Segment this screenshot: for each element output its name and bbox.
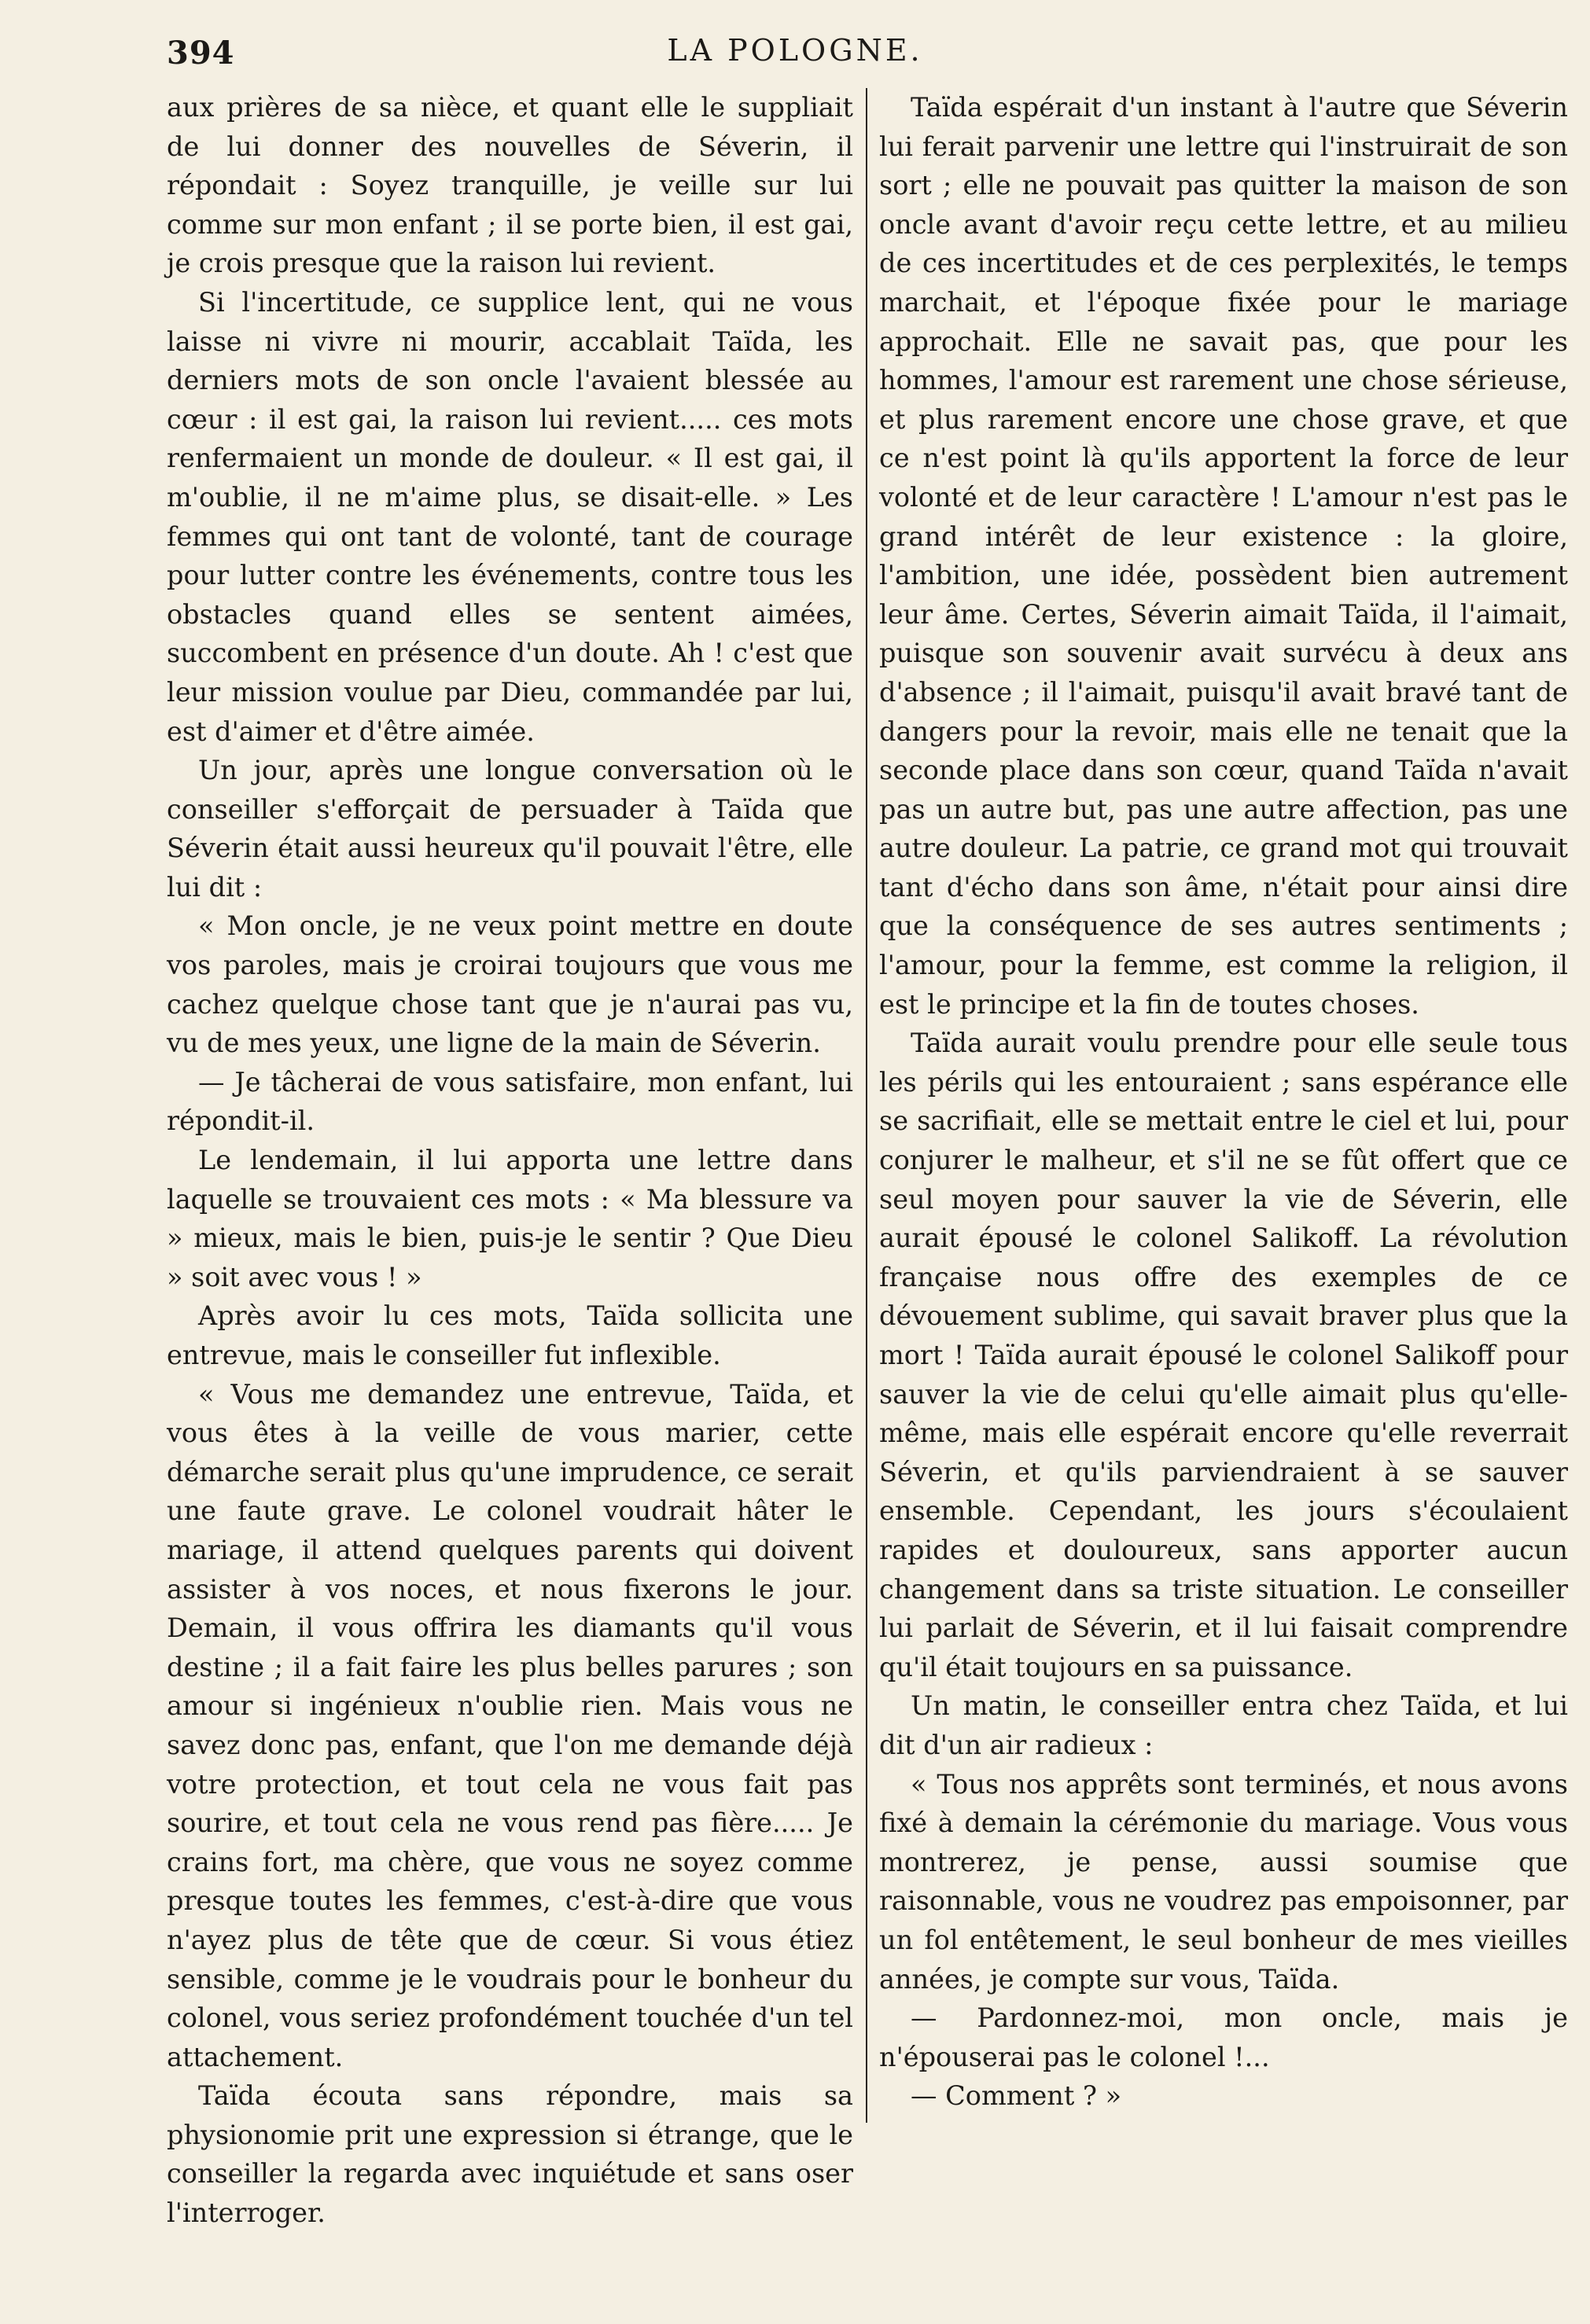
paragraph: « Vous me demandez une entrevue, Taïda, et vous êtes à la veille de vous marier, cette démarche serait plus qu'une imprudence, ce serait une faute grave. Le colonel voudrait hâter le mariage, il attend quelques parents qui doivent assister à vos noces, et nous fixerons le jour. Demain, il vous offrira les diamants qu'il vous destine ; il a fait faire les plus belles parures ; son amour si ingénieux n'oublie rien. Mais vous ne savez donc pas, enfant, que l'on me demande déjà votre protection, et tout cela ne vous fait pas sourire, et tout cela ne vous rend pas fière..... Je crains fort, ma chère, que vous ne soyez comme presque toutes les femmes, c'est-à-dire que vous n'ayez plus de tête que de cœur. Si vous étiez sensible, comme je le voudrais pour le bonheur du colonel, vous seriez profondément touchée d'un tel attachement. [167, 1378, 853, 2072]
paragraph: aux prières de sa nièce, et quant elle le suppliait de lui donner des nouvelles de Séverin, il répondait : Soyez tranquille, je veille sur lui comme sur mon enfant ; il se porte bien, il est gai, je crois presque que la raison lui revient. [167, 92, 853, 279]
paragraph: « Mon oncle, je ne veux point mettre en doute vos paroles, mais je croirai toujours que vous me cachez quelque chose tant que je n'aurai pas vu, vu de mes yeux, une ligne de la main de Séverin. [167, 910, 853, 1059]
paragraph: Le lendemain, il lui apporta une lettre dans laquelle se trouvaient ces mots : « Ma blessure va » mieux, mais le bien, puis-je le sentir ? Que Dieu » soit avec vous ! » [167, 1145, 853, 1293]
page-number: 394 [167, 35, 235, 72]
paragraph: Taïda espérait d'un instant à l'autre que Séverin lui ferait parvenir une lettre qui l'instruirait de son sort ; elle ne pouvait pas quitter la maison de son oncle avant d'avoir reçu cette lettre, et au milieu de ces incertitudes et de ces perplexités, le temps marchait, et l'époque fixée pour le mariage approchait. Elle ne savait pas, que pour les hommes, l'amour est rarement une chose sérieuse, et plus rarement encore une chose grave, et que ce n'est point là qu'ils apportent la force de leur volonté et de leur caractère ! L'amour n'est pas le grand intérêt de leur existence : la gloire, l'ambition, une idée, possèdent bien autrement leur âme. Certes, Séverin aimait Taïda, il l'aimait, puisque son souvenir avait survécu à deux ans d'absence ; il l'aimait, puisqu'il avait bravé tant de dangers pour la revoir, mais elle ne tenait que la seconde place dans son cœur, quand Taïda n'avait pas un autre but, pas une autre affection, pas une autre douleur. La patrie, ce grand mot qui trouvait tant d'écho dans son âme, n'était pour ainsi dire que la conséquence de ses autres sentiments ; l'amour, pour la femme, est comme la religion, il est le principe et la fin de toutes choses. [879, 92, 1568, 1020]
paragraph: Si l'incertitude, ce supplice lent, qui ne vous laisse ni vivre ni mourir, accablait Taïda, les derniers mots de son oncle l'avaient blessée au cœur : il est gai, la raison lui revient..... ces mots renfermaient un monde de douleur. « Il est gai, il m'oublie, il ne m'aime plus, se disait-elle. » Les femmes qui ont tant de volonté, tant de courage pour lutter contre les événements, contre tous les obstacles quand elles se sentent aimées, succombent en présence d'un doute. Ah ! c'est que leur mission voulue par Dieu, commandée par lui, est d'aimer et d'être aimée. [167, 286, 853, 747]
paragraph: Un jour, après une longue conversation où le conseiller s'efforçait de persuader à Taïda que Séverin était aussi heureux qu'il pouvait l'être, elle lui dit : [167, 755, 853, 903]
right-column [879, 88, 1568, 2116]
paragraph: Taïda aurait voulu prendre pour elle seule tous les périls qui les entouraient ; sans espérance elle se sacrifiait, elle se mettait entre le ciel et lui, pour conjurer le malheur, et s'il ne se fût offert que ce seul moyen pour sauver la vie de Séverin, elle aurait épousé le colonel Salikoff. La révolution française nous offre des exemples de ce dévouement sublime, qui savait braver plus que la mort ! Taïda aurait épousé le colonel Salikoff pour sauver la vie de celui qu'elle aimait plus qu'elle-même, mais elle espérait encore qu'elle reverrait Séverin, et qu'ils parviendraient à se sauver ensemble. Cependant, les jours s'écoulaient rapides et douloureux, sans apporter aucun changement dans sa triste situation. Le conseiller lui parlait de Séverin, et il lui faisait comprendre qu'il était toujours en sa puissance. [879, 1028, 1568, 1682]
column-rule [866, 88, 867, 2123]
running-title: LA POLOGNE. [667, 33, 923, 68]
paragraph: Après avoir lu ces mots, Taïda sollicita une entrevue, mais le conseiller fut inflexible. [167, 1300, 853, 1370]
paragraph: « Tous nos apprêts sont terminés, et nous avons fixé à demain la cérémonie du mariage. Vous vous montrerez, je pense, aussi soumise que raisonnable, vous ne voudrez pas empoisonner, par un fol entêtement, le seul bonheur de mes vieilles années, je compte sur vous, Taïda. [879, 1768, 1568, 1995]
left-column [167, 88, 853, 2233]
paragraph: Un matin, le conseiller entra chez Taïda, et lui dit d'un air radieux : [879, 1690, 1568, 1760]
paragraph: — Pardonnez-moi, mon oncle, mais je n'épouserai pas le colonel !... [879, 2002, 1568, 2072]
paragraph: — Comment ? » [911, 2080, 1122, 2112]
paragraph: — Je tâcherai de vous satisfaire, mon enfant, lui répondit-il. [167, 1066, 853, 1137]
paragraph: Taïda écouta sans répondre, mais sa physionomie prit une expression si étrange, que le conseiller la regarda avec inquiétude et sans oser l'interroger. [167, 2080, 853, 2229]
